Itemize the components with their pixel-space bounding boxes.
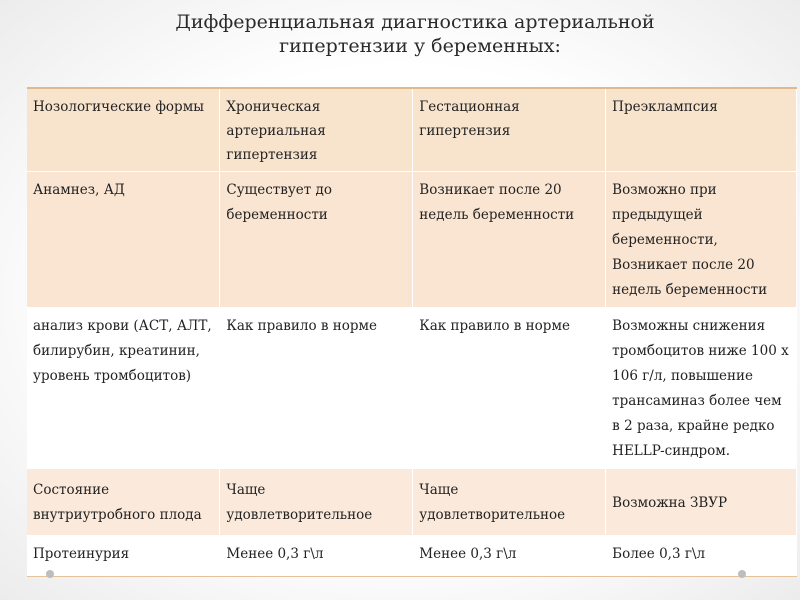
table-cell: анализ крови (АСТ, АЛТ, билирубин, креатинин, уровень тромбоцитов)	[27, 308, 220, 469]
diagnosis-table	[27, 87, 797, 577]
table-cell: Существует до беременности	[220, 172, 413, 308]
table-cell: Анамнез, АД	[27, 172, 220, 308]
table-cell: Менее 0,3 г\л	[413, 536, 606, 577]
table-cell: Как правило в норме	[413, 308, 606, 469]
table-cell: Как правило в норме	[220, 308, 413, 469]
table-cell: Чаще удовлетворительное	[413, 469, 606, 536]
slide-title	[0, 10, 800, 58]
table-cell: Состояние внутриутробного плода	[27, 469, 220, 536]
slide-title-line-1: Дифференциальная диагностика артериальной	[175, 11, 655, 33]
table-row-anamnesis	[27, 172, 797, 308]
table-cell: Возможно при предыдущей беременности, Возникает после 20 недель беременности	[606, 172, 797, 308]
table-header-row	[27, 88, 797, 172]
table-row-proteinuria	[27, 536, 797, 577]
header-cell-gestational-hypertension: Гестационная гипертензия	[413, 88, 606, 172]
decorative-dot-right	[738, 570, 746, 578]
slide-title-line-2: гипертензии у беременных:	[279, 35, 561, 57]
decorative-dot-left	[46, 570, 54, 578]
table-cell: Более 0,3 г\л	[606, 536, 797, 577]
table-row-fetal-condition	[27, 469, 797, 536]
header-cell-chronic-hypertension: Хроническая артериальная гипертензия	[220, 88, 413, 172]
table-row-blood-test	[27, 308, 797, 469]
table-cell: Чаще удовлетворительное	[220, 469, 413, 536]
table-cell: Менее 0,3 г\л	[220, 536, 413, 577]
header-cell-nosological-forms: Нозологические формы	[27, 88, 220, 172]
table-cell: Возникает после 20 недель беременности	[413, 172, 606, 308]
table-cell: Протеинурия	[27, 536, 220, 577]
table-cell: Возможны снижения тромбоцитов ниже 100 х 106 г/л, повышение трансаминаз более чем в 2 раза, крайне редко HELLP-синдром.	[606, 308, 797, 469]
header-cell-preeclampsia: Преэклампсия	[606, 88, 797, 172]
table-cell: Возможна ЗВУР	[606, 469, 797, 536]
